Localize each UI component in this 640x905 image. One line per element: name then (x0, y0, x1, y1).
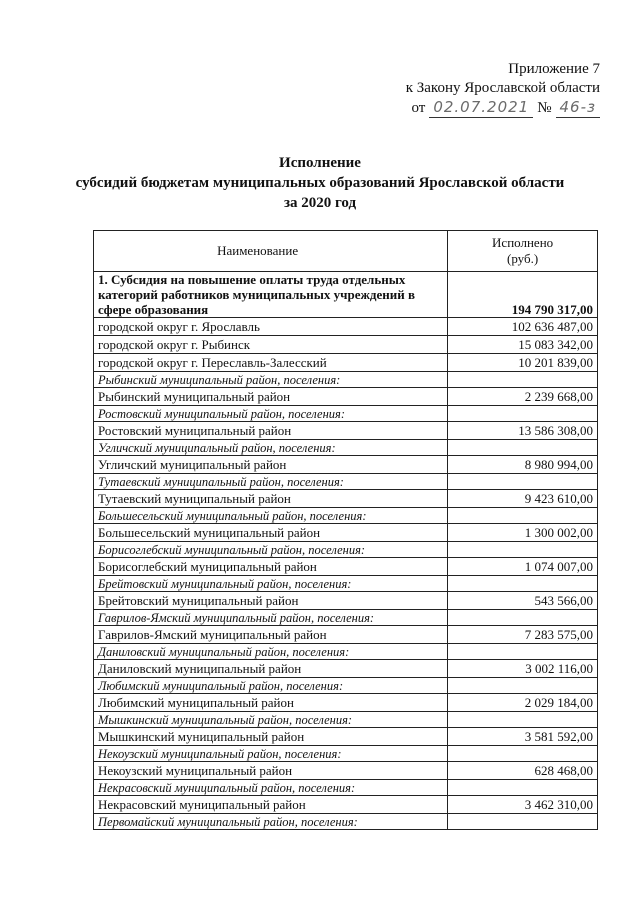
row-name: Первомайский муниципальный район, поселения: (94, 814, 448, 830)
handwritten-date: 02.07.2021 (429, 98, 533, 118)
group-header-row (94, 406, 598, 422)
row-value (448, 712, 598, 728)
table-row (94, 354, 598, 372)
row-name: Большесельский муниципальный район, поселения: (94, 508, 448, 524)
header-name: Наименование (94, 231, 448, 272)
row-name: Некоузский муниципальный район, поселения: (94, 746, 448, 762)
row-value (448, 474, 598, 490)
row-name: Рыбинский муниципальный район (94, 388, 448, 406)
group-header-row (94, 780, 598, 796)
row-name: Некрасовский муниципальный район (94, 796, 448, 814)
section-label: 1. Субсидия на повышение оплаты труда отдельных категорий работников муниципальных учреждений в сфере образования (94, 272, 448, 318)
appendix-block (406, 60, 600, 118)
appendix-date-line (411, 98, 600, 118)
number-sign: № (537, 100, 552, 116)
row-name: Борисоглебский муниципальный район, поселения: (94, 542, 448, 558)
row-name: городской округ г. Рыбинск (94, 336, 448, 354)
group-header-row (94, 474, 598, 490)
row-value: 7 283 575,00 (448, 626, 598, 644)
row-name: Борисоглебский муниципальный район (94, 558, 448, 576)
group-header-row (94, 576, 598, 592)
row-value: 2 239 668,00 (448, 388, 598, 406)
group-header-row (94, 610, 598, 626)
row-name: Гаврилов-Ямский муниципальный район, поселения: (94, 610, 448, 626)
row-value: 1 300 002,00 (448, 524, 598, 542)
row-name: городской округ г. Переславль-Залесский (94, 354, 448, 372)
title-line-1: Исполнение (279, 155, 361, 171)
row-value (448, 746, 598, 762)
table-row (94, 694, 598, 712)
row-name: Тутаевский муниципальный район (94, 490, 448, 508)
table-row (94, 762, 598, 780)
row-name: Даниловский муниципальный район (94, 660, 448, 678)
row-name: Мышкинский муниципальный район, поселения: (94, 712, 448, 728)
handwritten-number: 46-з (556, 98, 600, 118)
row-name: Брейтовский муниципальный район (94, 592, 448, 610)
row-value (448, 440, 598, 456)
from-label: от (411, 100, 426, 116)
row-value: 102 636 487,00 (448, 318, 598, 336)
group-header-row (94, 440, 598, 456)
table-row (94, 318, 598, 336)
table-row (94, 626, 598, 644)
row-name: Большесельский муниципальный район (94, 524, 448, 542)
section-row (94, 272, 598, 318)
header-executed-label: Исполнено (492, 235, 554, 250)
row-name: Ростовский муниципальный район (94, 422, 448, 440)
row-value (448, 508, 598, 524)
row-value: 1 074 007,00 (448, 558, 598, 576)
row-value: 3 462 310,00 (448, 796, 598, 814)
row-value (448, 780, 598, 796)
row-value: 3 002 116,00 (448, 660, 598, 678)
row-value (448, 542, 598, 558)
table-row (94, 388, 598, 406)
table-row (94, 796, 598, 814)
group-header-row (94, 712, 598, 728)
title-line-3: за 2020 год (283, 195, 357, 211)
row-name: Гаврилов-Ямский муниципальный район (94, 626, 448, 644)
group-header-row (94, 644, 598, 660)
row-name: Брейтовский муниципальный район, поселения: (94, 576, 448, 592)
row-value: 13 586 308,00 (448, 422, 598, 440)
row-value: 10 201 839,00 (448, 354, 598, 372)
appendix-title: Приложение 7 (508, 61, 600, 77)
row-name: Любимский муниципальный район, поселения: (94, 678, 448, 694)
table-row (94, 456, 598, 474)
row-name: Даниловский муниципальный район, поселения: (94, 644, 448, 660)
title-line-2: субсидий бюджетам муниципальных образований Ярославской области (75, 175, 565, 191)
row-value: 9 423 610,00 (448, 490, 598, 508)
row-value: 3 581 592,00 (448, 728, 598, 746)
group-header-row (94, 508, 598, 524)
header-unit: (руб.) (507, 251, 539, 266)
table-row (94, 336, 598, 354)
header-executed (448, 231, 598, 272)
appendix-law: к Закону Ярославской области (405, 80, 600, 96)
table-row (94, 490, 598, 508)
group-header-row (94, 746, 598, 762)
row-value (448, 644, 598, 660)
row-value: 543 566,00 (448, 592, 598, 610)
document-title (0, 153, 640, 213)
row-name: Угличский муниципальный район (94, 456, 448, 474)
table-header-row (94, 231, 598, 272)
subsidy-table (93, 230, 598, 830)
table-row (94, 524, 598, 542)
group-header-row (94, 542, 598, 558)
table-row (94, 728, 598, 746)
row-name: Ростовский муниципальный район, поселения: (94, 406, 448, 422)
row-value (448, 372, 598, 388)
section-value: 194 790 317,00 (448, 272, 598, 318)
row-value (448, 576, 598, 592)
row-name: городской округ г. Ярославль (94, 318, 448, 336)
group-header-row (94, 814, 598, 830)
row-value (448, 814, 598, 830)
table-row (94, 558, 598, 576)
row-name: Любимский муниципальный район (94, 694, 448, 712)
row-value: 15 083 342,00 (448, 336, 598, 354)
table-row (94, 660, 598, 678)
table-row (94, 422, 598, 440)
row-name: Угличский муниципальный район, поселения: (94, 440, 448, 456)
row-name: Тутаевский муниципальный район, поселения: (94, 474, 448, 490)
row-value: 8 980 994,00 (448, 456, 598, 474)
group-header-row (94, 678, 598, 694)
row-value (448, 610, 598, 626)
row-value: 2 029 184,00 (448, 694, 598, 712)
row-value (448, 406, 598, 422)
row-name: Некрасовский муниципальный район, поселения: (94, 780, 448, 796)
row-value: 628 468,00 (448, 762, 598, 780)
row-name: Некоузский муниципальный район (94, 762, 448, 780)
row-value (448, 678, 598, 694)
table-row (94, 592, 598, 610)
group-header-row (94, 372, 598, 388)
row-name: Мышкинский муниципальный район (94, 728, 448, 746)
row-name: Рыбинский муниципальный район, поселения: (94, 372, 448, 388)
